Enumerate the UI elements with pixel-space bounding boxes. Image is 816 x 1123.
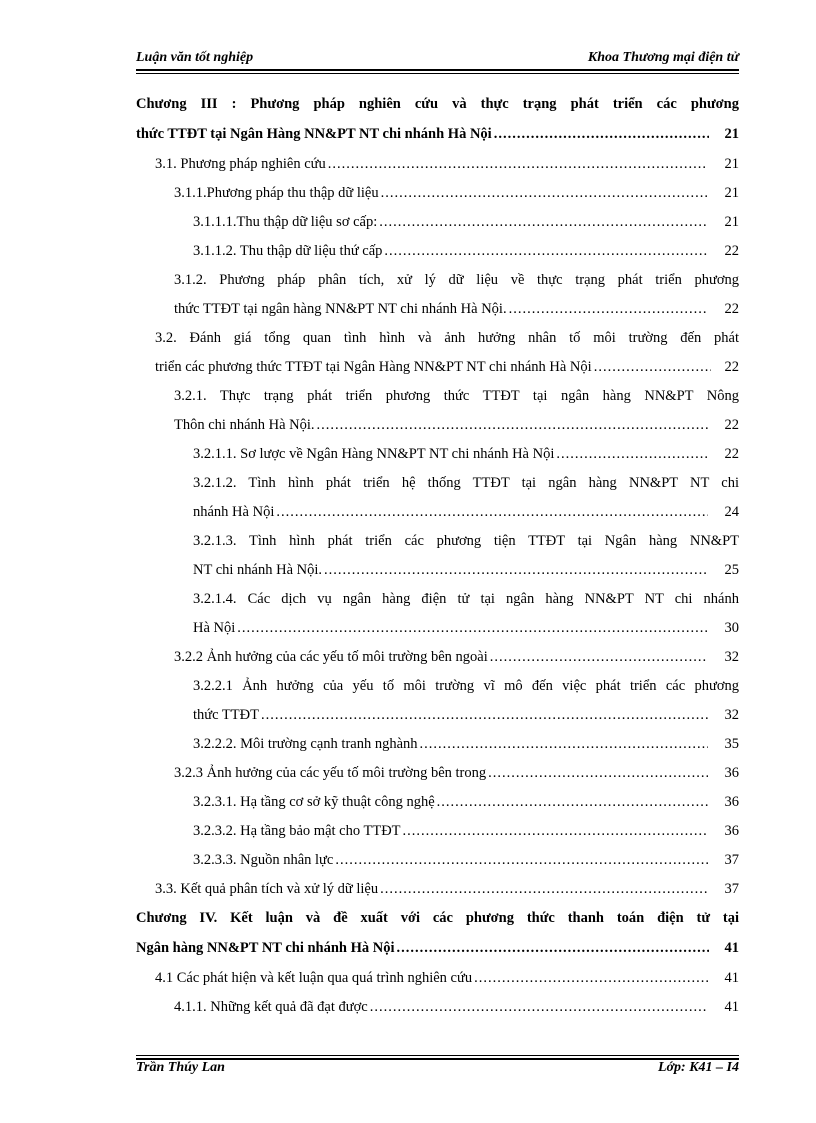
toc-entry-text: 3.1.1.1.Thu thập dữ liệu sơ cấp:: [193, 214, 378, 230]
toc-page-number: 30: [724, 620, 739, 636]
leader-dots: [315, 415, 708, 435]
toc-page-number: 36: [724, 823, 739, 839]
leader-dots: [492, 124, 709, 144]
toc-entry-text: Hà Nội: [193, 620, 236, 636]
toc-entry-text: triển các phương thức TTĐT tại Ngân Hàng NN&PT NT chi nhánh Hà Nội: [155, 359, 592, 375]
leader-dots: [592, 357, 711, 377]
toc-page-number: 37: [724, 881, 739, 897]
leader-dots: [274, 502, 708, 522]
footer-author: Trần Thúy Lan: [136, 1060, 225, 1075]
toc-page-number: 41: [724, 940, 739, 956]
leader-dots: [395, 938, 709, 958]
leader-dots: [378, 879, 708, 899]
leader-dots: [435, 792, 708, 812]
toc-entry-text: Chương IV. Kết luận và đề xuất với các phương thức thanh toán điện tử tại: [136, 910, 739, 926]
toc-entry-text: 3.2.1.4. Các dịch vụ ngân hàng điện tử tại ngân hàng NN&PT NT chi nhánh: [193, 591, 739, 607]
toc-entry-text: 3.2.3 Ảnh hưởng của các yếu tố môi trường bên trong: [174, 765, 487, 781]
toc-entry-text: 3.2.1.3. Tình hình phát triển các phương tiện TTĐT tại Ngân hàng NN&PT: [193, 533, 739, 549]
toc-page-number: 32: [724, 649, 739, 665]
toc-page-number: 36: [724, 765, 739, 781]
toc-entry-text: thức TTĐT tại Ngân Hàng NN&PT NT chi nhánh Hà Nội: [136, 126, 492, 142]
toc-entry-text: 3.3. Kết quả phân tích và xử lý dữ liệu: [155, 881, 379, 897]
toc-entry-text: 4.1.1. Những kết quả đã đạt được: [174, 999, 368, 1015]
toc-page-number: 37: [724, 852, 739, 868]
toc-page-number: 22: [724, 446, 739, 462]
leader-dots: [235, 618, 708, 638]
toc-entry-text: thức TTĐT tại ngân hàng NN&PT NT chi nhánh Hà Nội.: [174, 301, 507, 317]
leader-dots: [382, 241, 708, 261]
toc-entry-text: 3.2.1.2. Tình hình phát triển hệ thống TTĐT tại ngân hàng NN&PT NT chi: [193, 475, 739, 491]
toc-page-number: 22: [724, 301, 739, 317]
leader-dots: [472, 968, 708, 988]
leader-dots: [554, 444, 708, 464]
leader-dots: [418, 734, 708, 754]
toc-entry-text: 4.1 Các phát hiện và kết luận qua quá trình nghiên cứu: [155, 970, 473, 986]
toc-page-number: 22: [724, 359, 739, 375]
toc-page-number: 41: [724, 999, 739, 1015]
toc-entry-text: 3.2.1. Thực trạng phát triển phương thức TTĐT tại ngân hàng NN&PT Nông: [174, 388, 739, 404]
toc-entry-text: 3.1.1.Phương pháp thu thập dữ liệu: [174, 185, 379, 201]
footer-class: Lớp: K41 – I4: [657, 1060, 739, 1075]
leader-dots: [259, 705, 708, 725]
toc-page-number: 22: [724, 417, 739, 433]
leader-dots: [401, 821, 708, 841]
toc-page-number: 21: [724, 126, 739, 142]
toc-page-number: 22: [724, 243, 739, 259]
toc-page-number: 25: [724, 562, 739, 578]
toc-entry-text: 3.2.2.2. Môi trường cạnh tranh nghành: [193, 736, 418, 752]
leader-dots: [377, 212, 708, 232]
leader-dots: [488, 647, 708, 667]
toc-page-number: 21: [724, 214, 739, 230]
leader-dots: [379, 183, 708, 203]
toc-entry-text: NT chi nhánh Hà Nội.: [193, 562, 322, 578]
toc-entry-text: 3.2.2 Ảnh hưởng của các yếu tố môi trường bên ngoài: [174, 649, 488, 665]
footer-rule-thin: [136, 1055, 739, 1056]
header-rule-thin: [136, 73, 739, 74]
leader-dots: [507, 299, 708, 319]
toc-entry-text: 3.2.1.1. Sơ lược về Ngân Hàng NN&PT NT chi nhánh Hà Nội: [193, 446, 555, 462]
leader-dots: [486, 763, 708, 783]
toc-entry-text: 3.1.1.2. Thu thập dữ liệu thứ cấp: [193, 243, 383, 259]
header-faculty: Khoa Thương mại điện tử: [587, 50, 739, 65]
page-header: [136, 50, 739, 68]
toc-page-number: 32: [724, 707, 739, 723]
leader-dots: [322, 560, 708, 580]
toc-page-number: 41: [724, 970, 739, 986]
toc-entry-text: nhánh Hà Nội: [193, 504, 275, 520]
toc-entry-text: thức TTĐT: [193, 707, 259, 723]
toc-page-number: 35: [724, 736, 739, 752]
toc-entry-text: 3.2. Đánh giá tổng quan tình hình và ảnh hưởng nhân tố môi trường đến phát: [155, 330, 739, 346]
toc-page-number: 36: [724, 794, 739, 810]
leader-dots: [333, 850, 708, 870]
toc-page-number: 24: [724, 504, 739, 520]
toc-entry-text: 3.1.2. Phương pháp phân tích, xử lý dữ liệu về thực trạng phát triển phương: [174, 272, 739, 288]
toc-page-number: 21: [724, 185, 739, 201]
leader-dots: [326, 154, 708, 174]
toc-entry-text: 3.2.3.1. Hạ tầng cơ sở kỹ thuật công nghệ: [193, 794, 435, 810]
toc-entry-text: Thôn chi nhánh Hà Nội.: [174, 417, 315, 433]
toc-entry-text: 3.1. Phương pháp nghiên cứu: [155, 156, 326, 172]
header-rule: [136, 69, 739, 71]
page-footer: [136, 1060, 739, 1078]
header-thesis-title: Luận văn tốt nghiệp: [136, 50, 254, 65]
leader-dots: [368, 997, 708, 1017]
toc-entry-text: Ngân hàng NN&PT NT chi nhánh Hà Nội: [136, 940, 395, 956]
toc-entry-text: Chương III : Phương pháp nghiên cứu và thực trạng phát triển các phương: [136, 96, 739, 112]
toc-entry-text: 3.2.2.1 Ảnh hưởng của yếu tố môi trường vĩ mô đến việc phát triển các phương: [193, 678, 739, 694]
toc-entry-text: 3.2.3.3. Nguồn nhân lực: [193, 852, 334, 868]
toc-page-number: 21: [724, 156, 739, 172]
toc-entry-text: 3.2.3.2. Hạ tầng bảo mật cho TTĐT: [193, 823, 401, 839]
